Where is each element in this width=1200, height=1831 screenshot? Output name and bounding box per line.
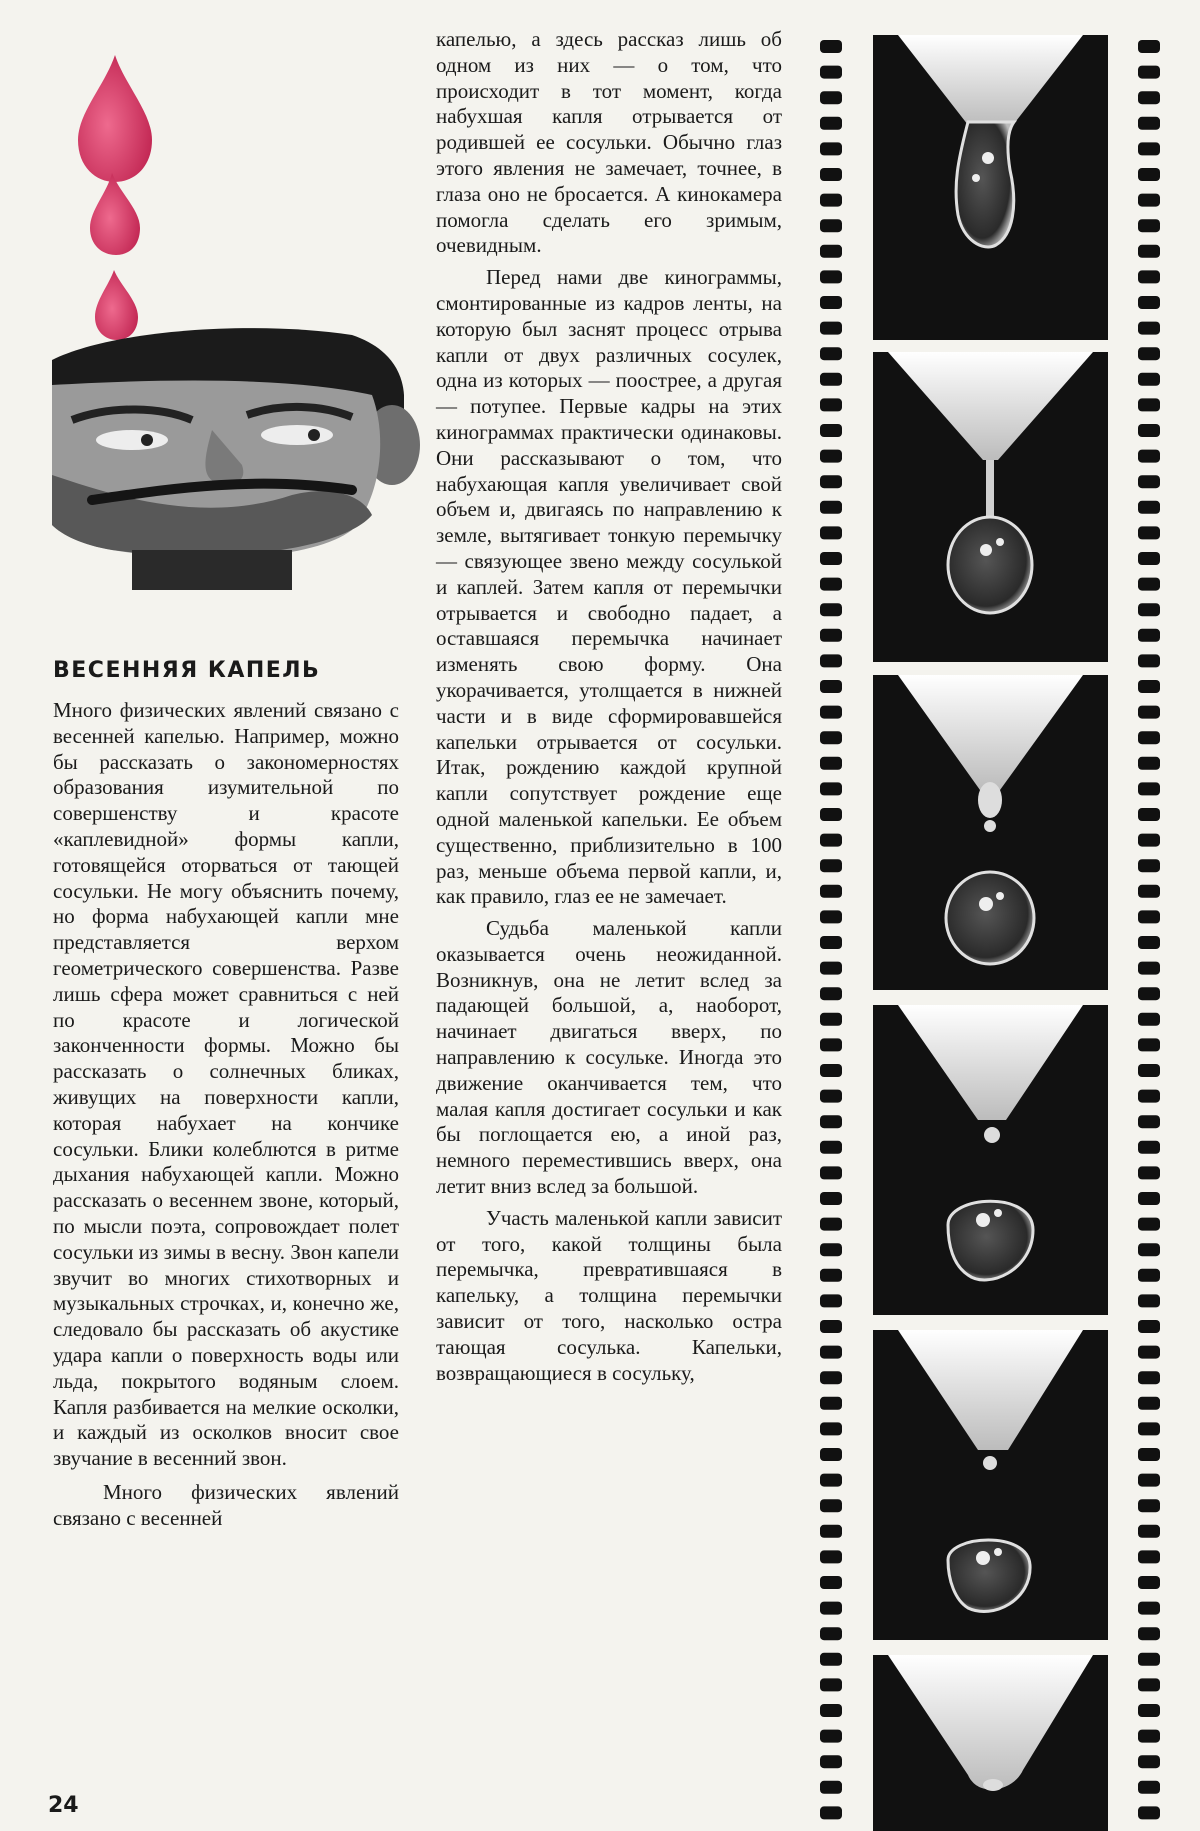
sprocket-hole	[820, 219, 842, 232]
film-frame	[873, 1330, 1108, 1640]
sprocket-hole	[820, 757, 842, 770]
sprocket-hole	[1138, 1294, 1160, 1307]
sprocket-hole	[1138, 1576, 1160, 1589]
sprocket-hole	[1138, 808, 1160, 821]
sprocket-hole	[1138, 885, 1160, 898]
sprocket-hole	[820, 1013, 842, 1026]
sprocket-hole	[1138, 1678, 1160, 1691]
sprocket-hole	[820, 629, 842, 642]
paragraph: Участь маленькой капли зависит от того, какой толщины была перемычка, превратившаяся в капельку, а толщина перемычки зависит от того, насколько остра тающая сосулька. Капельки, возвращающиеся в сосульку,	[436, 1205, 782, 1385]
sprocket-hole	[1138, 1243, 1160, 1256]
sprocket-hole	[820, 1218, 842, 1231]
paragraph: капелью, а здесь рассказ лишь об одном из них — о том, что происходит в тот момент, когда набухшая капля отрывается от родившей ее сосульки. Обычно глаз этого явления не замечает, точнее, в глаза оно не бросается. А кинокамера помогла сделать его зримым, очевидным.	[436, 27, 782, 258]
sprocket-hole	[1138, 66, 1160, 79]
sprocket-hole	[1138, 578, 1160, 591]
sprocket-hole	[1138, 424, 1160, 437]
paragraph: Судьба маленькой капли оказывается очень неожиданной. Возникнув, она не летит вслед за падающей большой, а, наоборот, начинает двигаться вверх, по направлению к сосульке. Иногда это движение оканчивается тем, что малая капля достигает сосульки и как бы поглощается ею, а иной раз, немного переместившись вверх, она летит вниз вслед за большой.	[436, 916, 782, 1199]
sprocket-hole	[1138, 373, 1160, 386]
sprocket-hole	[1138, 1090, 1160, 1103]
sprocket-hole	[820, 1192, 842, 1205]
sprocket-hole	[1138, 1166, 1160, 1179]
sprocket-hole	[820, 654, 842, 667]
sprocket-hole	[1138, 1806, 1160, 1819]
sprocket-hole	[820, 1038, 842, 1051]
sprocket-hole	[820, 398, 842, 411]
sprocket-hole	[1138, 117, 1160, 130]
paragraph: Много физических явлений связано с весенней	[53, 1479, 399, 1530]
page-number: 24	[48, 1793, 79, 1818]
sprocket-hole	[1138, 270, 1160, 283]
sprocket-hole	[1138, 40, 1160, 53]
sprocket-hole	[1138, 629, 1160, 642]
sprocket-hole	[820, 142, 842, 155]
sprocket-hole	[820, 1627, 842, 1640]
sprocket-hole	[820, 936, 842, 949]
sprocket-hole	[1138, 501, 1160, 514]
sprocket-hole	[820, 194, 842, 207]
sprocket-hole	[1138, 1013, 1160, 1026]
article-left-column	[53, 658, 399, 1532]
sprocket-hole	[1138, 1627, 1160, 1640]
sprocket-hole	[820, 1243, 842, 1256]
sprocket-hole	[820, 1806, 842, 1819]
sprocket-hole	[1138, 322, 1160, 335]
sprocket-hole	[820, 987, 842, 1000]
sprocket-hole	[820, 1064, 842, 1077]
film-frame	[873, 352, 1108, 662]
sprocket-hole	[1138, 552, 1160, 565]
sprocket-hole	[820, 245, 842, 258]
sprocket-hole	[820, 885, 842, 898]
sprocket-hole	[1138, 1422, 1160, 1435]
sprocket-hole	[820, 910, 842, 923]
sprocket-hole	[1138, 194, 1160, 207]
sprocket-hole	[820, 1320, 842, 1333]
sprocket-hole	[1138, 962, 1160, 975]
sprocket-hole	[1138, 936, 1160, 949]
sprocket-hole	[820, 782, 842, 795]
sprocket-hole	[820, 1397, 842, 1410]
sprocket-hole	[820, 834, 842, 847]
paragraph: Много физических явлений связано с весенней капелью. Например, можно бы рассказать о закономерностях образования изумительной по совершенству и красоте «каплевидной» формы капли, готовящейся оторваться от тающей сосульки. Не могу объяснить почему, но форма набухающей капли мне представляется верхом геометрического совершенства. Разве лишь сфера может сравниться с ней по красоте и логической законченности формы. Можно бы рассказать о солнечных бликах, живущих на поверхности капли, которая набухает на кончике сосульки. Блики колеблются в ритме дыхания набухающей капли. Можно рассказать о весеннем звоне, который, по мысли поэта, сопровождает полет сосульки из зимы в весну. Звон капели звучит во многих стихотворных и музыкальных строчках, и, конечно же, следовало бы рассказать об акустике удара капли о поверхность воды или льда, покрытого водяным слоем. Капля разбивается на мелкие осколки, и каждый из осколков вносит свое звучание в весенний звон.	[53, 698, 399, 1471]
sprocket-hole	[1138, 1755, 1160, 1768]
film-frame	[873, 1655, 1108, 1831]
sprocket-hole	[820, 1115, 842, 1128]
film-frame	[873, 1005, 1108, 1315]
paragraph: Перед нами две кинограммы, смонтированные из кадров ленты, на которую был заснят процесс отрыва капли от двух различных сосулек, одна из которых — поострее, а другая — потупее. Первые кадры на этих кинограммах практически одинаковы. Они рассказывают о том, что набухающая капля увеличивает свой объем и, двигаясь по направлению к земле, вытягивает тонкую перемычку — связующее звено между сосулькой и каплей. Затем капля от перемычки отрывается и свободно падает, а оставшаяся перемычка начинает изменять свою форму. Она укорачивается, утолщается в нижней части и в виде сформировавшейся капельки отрывается от сосульки. Итак, рождению каждой крупной капли сопутствует рождение еще одной маленькой капельки. Ее объем существенно, приблизительно в 100 раз, меньше объема первой капли, и, как правило, глаз ее не замечает.	[436, 265, 782, 909]
sprocket-hole	[1138, 1115, 1160, 1128]
sprocket-hole	[1138, 296, 1160, 309]
sprocket-hole	[820, 322, 842, 335]
sprocket-hole	[820, 1550, 842, 1563]
sprocket-hole	[1138, 1269, 1160, 1282]
sprocket-hole	[820, 1755, 842, 1768]
sprocket-hole	[820, 1525, 842, 1538]
sprocket-hole	[820, 40, 842, 53]
grimacing-face-illustration	[52, 325, 422, 590]
sprocket-hole	[1138, 142, 1160, 155]
sprocket-hole	[1138, 680, 1160, 693]
sprocket-hole	[820, 1576, 842, 1589]
sprocket-hole	[820, 1141, 842, 1154]
sprocket-hole	[1138, 1704, 1160, 1717]
sprocket-hole	[820, 450, 842, 463]
sprocket-hole	[820, 1269, 842, 1282]
sprocket-hole	[820, 859, 842, 872]
red-drops-illustration	[60, 45, 170, 345]
sprocket-hole	[1138, 1038, 1160, 1051]
sprocket-hole	[820, 1781, 842, 1794]
sprocket-hole	[820, 603, 842, 616]
sprocket-hole	[820, 1422, 842, 1435]
sprocket-hole	[820, 1166, 842, 1179]
sprocket-hole	[1138, 1448, 1160, 1461]
sprocket-hole	[820, 1602, 842, 1615]
sprocket-hole	[1138, 1653, 1160, 1666]
sprocket-hole	[1138, 987, 1160, 1000]
sprocket-hole	[1138, 1550, 1160, 1563]
sprocket-hole	[820, 808, 842, 821]
sprocket-hole	[1138, 1320, 1160, 1333]
sprocket-hole	[1138, 757, 1160, 770]
sprocket-hole	[820, 731, 842, 744]
film-frame	[873, 35, 1108, 340]
sprocket-hole	[1138, 910, 1160, 923]
sprocket-hole	[1138, 1064, 1160, 1077]
sprocket-hole	[1138, 1192, 1160, 1205]
sprocket-hole	[820, 168, 842, 181]
sprocket-hole	[1138, 654, 1160, 667]
sprocket-hole	[820, 1090, 842, 1103]
film-strip-photo	[818, 30, 1165, 1831]
sprocket-hole	[820, 1371, 842, 1384]
sprocket-hole	[1138, 731, 1160, 744]
sprocket-hole	[1138, 1499, 1160, 1512]
sprocket-hole	[820, 680, 842, 693]
sprocket-hole	[1138, 1371, 1160, 1384]
sprocket-hole	[1138, 1474, 1160, 1487]
sprocket-hole	[820, 347, 842, 360]
sprocket-hole	[820, 91, 842, 104]
sprocket-hole	[1138, 168, 1160, 181]
article-title: ВЕСЕННЯЯ КАПЕЛЬ	[53, 658, 321, 683]
sprocket-hole	[1138, 1525, 1160, 1538]
sprocket-hole	[1138, 706, 1160, 719]
sprocket-hole	[1138, 475, 1160, 488]
sprocket-hole	[1138, 526, 1160, 539]
sprocket-hole	[820, 117, 842, 130]
sprocket-hole	[820, 962, 842, 975]
sprocket-hole	[1138, 450, 1160, 463]
sprocket-hole	[820, 1678, 842, 1691]
sprocket-hole	[1138, 245, 1160, 258]
sprocket-hole	[820, 296, 842, 309]
sprocket-hole	[820, 706, 842, 719]
sprocket-hole	[1138, 859, 1160, 872]
sprocket-hole	[1138, 398, 1160, 411]
article-middle-column	[436, 27, 782, 1386]
sprocket-hole	[820, 1653, 842, 1666]
sprocket-hole	[1138, 91, 1160, 104]
sprocket-hole	[1138, 834, 1160, 847]
sprocket-hole	[1138, 603, 1160, 616]
sprocket-hole	[820, 1704, 842, 1717]
sprocket-hole	[820, 270, 842, 283]
sprocket-hole	[820, 501, 842, 514]
sprocket-hole	[1138, 1602, 1160, 1615]
sprocket-hole	[820, 552, 842, 565]
sprocket-hole	[1138, 219, 1160, 232]
sprocket-hole	[1138, 1346, 1160, 1359]
sprocket-hole	[820, 1474, 842, 1487]
sprocket-hole	[820, 1346, 842, 1359]
sprocket-hole	[820, 578, 842, 591]
sprocket-hole	[820, 1448, 842, 1461]
sprocket-hole	[820, 1294, 842, 1307]
sprocket-hole	[1138, 1781, 1160, 1794]
sprocket-hole	[1138, 1141, 1160, 1154]
sprocket-hole	[820, 66, 842, 79]
sprocket-hole	[1138, 1218, 1160, 1231]
sprocket-hole	[1138, 1397, 1160, 1410]
sprocket-hole	[820, 424, 842, 437]
sprocket-hole	[820, 475, 842, 488]
sprocket-hole	[1138, 782, 1160, 795]
sprocket-hole	[820, 373, 842, 386]
sprocket-hole	[820, 1499, 842, 1512]
film-frame	[873, 675, 1108, 990]
sprocket-hole	[820, 526, 842, 539]
sprocket-hole	[1138, 347, 1160, 360]
sprocket-hole	[1138, 1730, 1160, 1743]
sprocket-hole	[820, 1730, 842, 1743]
